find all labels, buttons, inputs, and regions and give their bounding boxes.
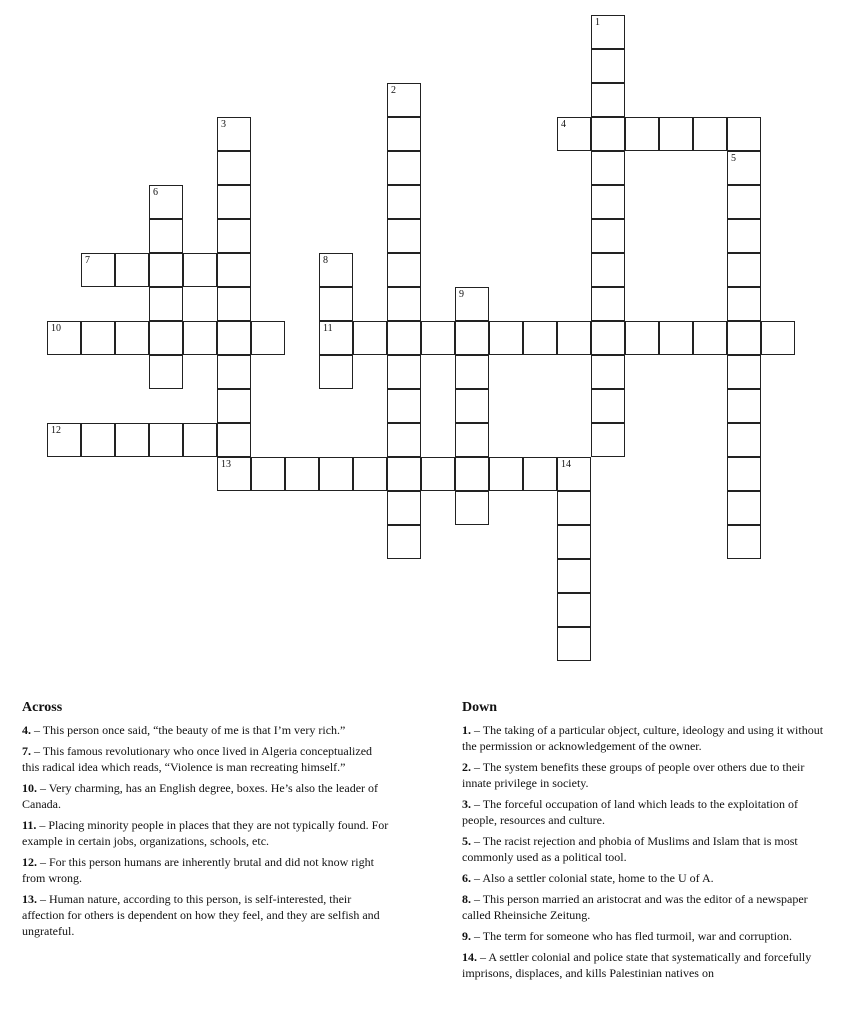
grid-cell[interactable] xyxy=(591,219,625,253)
grid-cell[interactable] xyxy=(217,253,251,287)
grid-cell[interactable] xyxy=(421,321,455,355)
down-clues xyxy=(462,700,824,986)
clue-number-label: 4. xyxy=(22,723,31,737)
grid-cell[interactable] xyxy=(557,321,591,355)
across-clue xyxy=(22,722,392,738)
grid-cell[interactable] xyxy=(387,321,421,355)
grid-cell[interactable] xyxy=(455,389,489,423)
grid-cell[interactable] xyxy=(727,287,761,321)
down-heading: Down xyxy=(462,700,498,715)
clue-number: 5 xyxy=(731,153,736,164)
clue-text: – A settler colonial and police state that systematically and forcefully imprisons, displaces, and kills Palestinian natives on xyxy=(462,950,812,980)
grid-cell[interactable] xyxy=(217,355,251,389)
clue-text: – Human nature, according to this person, is self-interested, their affection for others is dependent on how they feel, and they are selfish and ungrateful. xyxy=(22,892,380,938)
clue-number: 8 xyxy=(323,255,328,266)
down-clue xyxy=(462,796,824,828)
grid-cell[interactable] xyxy=(115,321,149,355)
clue-number-label: 7. xyxy=(22,744,31,758)
grid-cell[interactable] xyxy=(387,117,421,151)
grid-cell[interactable] xyxy=(149,321,183,355)
grid-cell[interactable] xyxy=(557,559,591,593)
grid-cell[interactable] xyxy=(455,457,489,491)
grid-cell[interactable] xyxy=(183,423,217,457)
grid-cell[interactable] xyxy=(47,423,81,457)
clue-number-label: 14. xyxy=(462,950,477,964)
grid-cell[interactable] xyxy=(319,355,353,389)
clue-number: 9 xyxy=(459,289,464,300)
grid-cell[interactable] xyxy=(659,321,693,355)
clue-text: – The system benefits these groups of people over others due to their innate privilege in society. xyxy=(462,760,805,790)
grid-cell[interactable] xyxy=(727,253,761,287)
grid-cell[interactable] xyxy=(727,219,761,253)
across-clue xyxy=(22,891,392,939)
grid-cell[interactable] xyxy=(489,457,523,491)
grid-cell[interactable] xyxy=(217,151,251,185)
grid-cell[interactable] xyxy=(523,321,557,355)
grid-cell[interactable] xyxy=(557,457,591,491)
grid-cell[interactable] xyxy=(591,321,625,355)
grid-cell[interactable] xyxy=(387,219,421,253)
grid-cell[interactable] xyxy=(319,321,353,355)
across-clue-list xyxy=(22,722,392,939)
grid-cell[interactable] xyxy=(727,151,761,185)
clue-number-label: 3. xyxy=(462,797,471,811)
grid-cell[interactable] xyxy=(387,457,421,491)
grid-cell[interactable] xyxy=(761,321,795,355)
clue-number-label: 9. xyxy=(462,929,471,943)
grid-cell[interactable] xyxy=(591,389,625,423)
grid-cell[interactable] xyxy=(387,185,421,219)
clue-text: – Very charming, has an English degree, boxes. He’s also the leader of Canada. xyxy=(22,781,379,811)
clue-text: – For this person humans are inherently brutal and did not know right from wrong. xyxy=(22,855,374,885)
grid-cell[interactable] xyxy=(251,321,285,355)
grid-cell[interactable] xyxy=(659,117,693,151)
down-clue xyxy=(462,949,824,981)
clue-number: 12 xyxy=(51,425,61,436)
grid-cell[interactable] xyxy=(217,219,251,253)
grid-cell[interactable] xyxy=(421,457,455,491)
grid-cell[interactable] xyxy=(557,593,591,627)
grid-cell[interactable] xyxy=(591,83,625,117)
grid-cell[interactable] xyxy=(387,287,421,321)
grid-cell[interactable] xyxy=(591,151,625,185)
down-clue xyxy=(462,722,824,754)
clue-number-label: 6. xyxy=(462,871,471,885)
clue-number-label: 10. xyxy=(22,781,37,795)
clue-text: – This person married an aristocrat and was the editor of a newspaper called Rheinsiche Zeitung. xyxy=(462,892,808,922)
grid-cell[interactable] xyxy=(115,253,149,287)
grid-cell[interactable] xyxy=(455,287,489,321)
grid-cell[interactable] xyxy=(727,491,761,525)
grid-cell[interactable] xyxy=(727,117,761,151)
grid-cell[interactable] xyxy=(285,457,319,491)
grid-cell[interactable] xyxy=(591,185,625,219)
grid-cell[interactable] xyxy=(353,321,387,355)
grid-cell[interactable] xyxy=(557,627,591,661)
grid-cell[interactable] xyxy=(387,83,421,117)
grid-cell[interactable] xyxy=(727,423,761,457)
clue-number-label: 11. xyxy=(22,818,37,832)
grid-cell[interactable] xyxy=(319,287,353,321)
grid-cell[interactable] xyxy=(217,423,251,457)
grid-cell[interactable] xyxy=(81,253,115,287)
grid-cell[interactable] xyxy=(693,117,727,151)
clue-number-label: 1. xyxy=(462,723,471,737)
grid-cell[interactable] xyxy=(149,423,183,457)
grid-cell[interactable] xyxy=(591,253,625,287)
grid-cell[interactable] xyxy=(217,287,251,321)
grid-cell[interactable] xyxy=(727,525,761,559)
clue-number: 2 xyxy=(391,85,396,96)
clue-text: – The taking of a particular object, culture, ideology and using it without the permission or acknowledgement of the owner. xyxy=(462,723,824,753)
clue-number-label: 13. xyxy=(22,892,37,906)
grid-cell[interactable] xyxy=(183,321,217,355)
grid-cell[interactable] xyxy=(353,457,387,491)
grid-cell[interactable] xyxy=(523,457,557,491)
grid-cell[interactable] xyxy=(591,15,625,49)
grid-cell[interactable] xyxy=(387,423,421,457)
grid-cell[interactable] xyxy=(217,321,251,355)
down-clue-list xyxy=(462,722,824,981)
clue-text: – The racist rejection and phobia of Muslims and Islam that is most commonly used as a political tool. xyxy=(462,834,798,864)
down-clue xyxy=(462,833,824,865)
grid-cell[interactable] xyxy=(727,389,761,423)
grid-cell[interactable] xyxy=(217,117,251,151)
grid-cell[interactable] xyxy=(217,457,251,491)
grid-cell[interactable] xyxy=(387,491,421,525)
grid-cell[interactable] xyxy=(591,49,625,83)
grid-cell[interactable] xyxy=(489,321,523,355)
down-clue xyxy=(462,891,824,923)
grid-cell[interactable] xyxy=(217,389,251,423)
grid-cell[interactable] xyxy=(251,457,285,491)
clue-number-label: 8. xyxy=(462,892,471,906)
clue-number: 14 xyxy=(561,459,571,470)
grid-cell[interactable] xyxy=(727,185,761,219)
grid-cell[interactable] xyxy=(183,253,217,287)
clue-text: – Also a settler colonial state, home to the U of A. xyxy=(471,871,714,885)
grid-cell[interactable] xyxy=(149,185,183,219)
across-clue xyxy=(22,854,392,886)
grid-cell[interactable] xyxy=(727,321,761,355)
clue-text: – The forceful occupation of land which leads to the exploitation of people, resources and culture. xyxy=(462,797,799,827)
grid-cell[interactable] xyxy=(387,151,421,185)
clue-number: 1 xyxy=(595,17,600,28)
grid-cell[interactable] xyxy=(455,491,489,525)
grid-cell[interactable] xyxy=(591,287,625,321)
grid-cell[interactable] xyxy=(81,423,115,457)
grid-cell[interactable] xyxy=(591,117,625,151)
grid-cell[interactable] xyxy=(625,117,659,151)
across-heading: Across xyxy=(22,700,63,715)
clue-number-label: 12. xyxy=(22,855,37,869)
grid-cell[interactable] xyxy=(591,423,625,457)
grid-cell[interactable] xyxy=(47,321,81,355)
grid-cell[interactable] xyxy=(319,457,353,491)
grid-cell[interactable] xyxy=(387,355,421,389)
clue-number: 6 xyxy=(153,187,158,198)
grid-cell[interactable] xyxy=(81,321,115,355)
down-clue xyxy=(462,870,824,886)
across-clue xyxy=(22,743,392,775)
grid-cell[interactable] xyxy=(727,457,761,491)
clue-number: 3 xyxy=(221,119,226,130)
grid-cell[interactable] xyxy=(149,355,183,389)
grid-cell[interactable] xyxy=(625,321,659,355)
clue-number: 7 xyxy=(85,255,90,266)
clue-number: 10 xyxy=(51,323,61,334)
grid-cell[interactable] xyxy=(727,355,761,389)
grid-cell[interactable] xyxy=(455,423,489,457)
grid-cell[interactable] xyxy=(387,253,421,287)
grid-cell[interactable] xyxy=(693,321,727,355)
grid-cell[interactable] xyxy=(455,355,489,389)
grid-cell[interactable] xyxy=(319,253,353,287)
grid-cell[interactable] xyxy=(557,117,591,151)
clue-number-label: 5. xyxy=(462,834,471,848)
grid-cell[interactable] xyxy=(557,491,591,525)
clue-text: – Placing minority people in places that they are not typically found. For example in certain jobs, organizations, schools, etc. xyxy=(22,818,389,848)
clue-text: – The term for someone who has fled turmoil, war and corruption. xyxy=(471,929,793,943)
grid-cell[interactable] xyxy=(149,219,183,253)
grid-cell[interactable] xyxy=(591,355,625,389)
clue-number: 13 xyxy=(221,459,231,470)
down-clue xyxy=(462,928,824,944)
down-clue xyxy=(462,759,824,791)
clue-number-label: 2. xyxy=(462,760,471,774)
grid-cell[interactable] xyxy=(217,185,251,219)
grid-cell[interactable] xyxy=(387,389,421,423)
clue-text: – This famous revolutionary who once lived in Algeria conceptualized this radical idea which reads, “Violence is man recreating himself.” xyxy=(22,744,373,774)
clue-number: 11 xyxy=(323,323,333,334)
grid-cell[interactable] xyxy=(387,525,421,559)
grid-cell[interactable] xyxy=(149,253,183,287)
across-clue xyxy=(22,780,392,812)
grid-cell[interactable] xyxy=(455,321,489,355)
clue-text: – This person once said, “the beauty of me is that I’m very rich.” xyxy=(31,723,346,737)
grid-cell[interactable] xyxy=(557,525,591,559)
across-clues xyxy=(22,700,392,944)
grid-cell[interactable] xyxy=(115,423,149,457)
clue-number: 4 xyxy=(561,119,566,130)
grid-cell[interactable] xyxy=(149,287,183,321)
across-clue xyxy=(22,817,392,849)
